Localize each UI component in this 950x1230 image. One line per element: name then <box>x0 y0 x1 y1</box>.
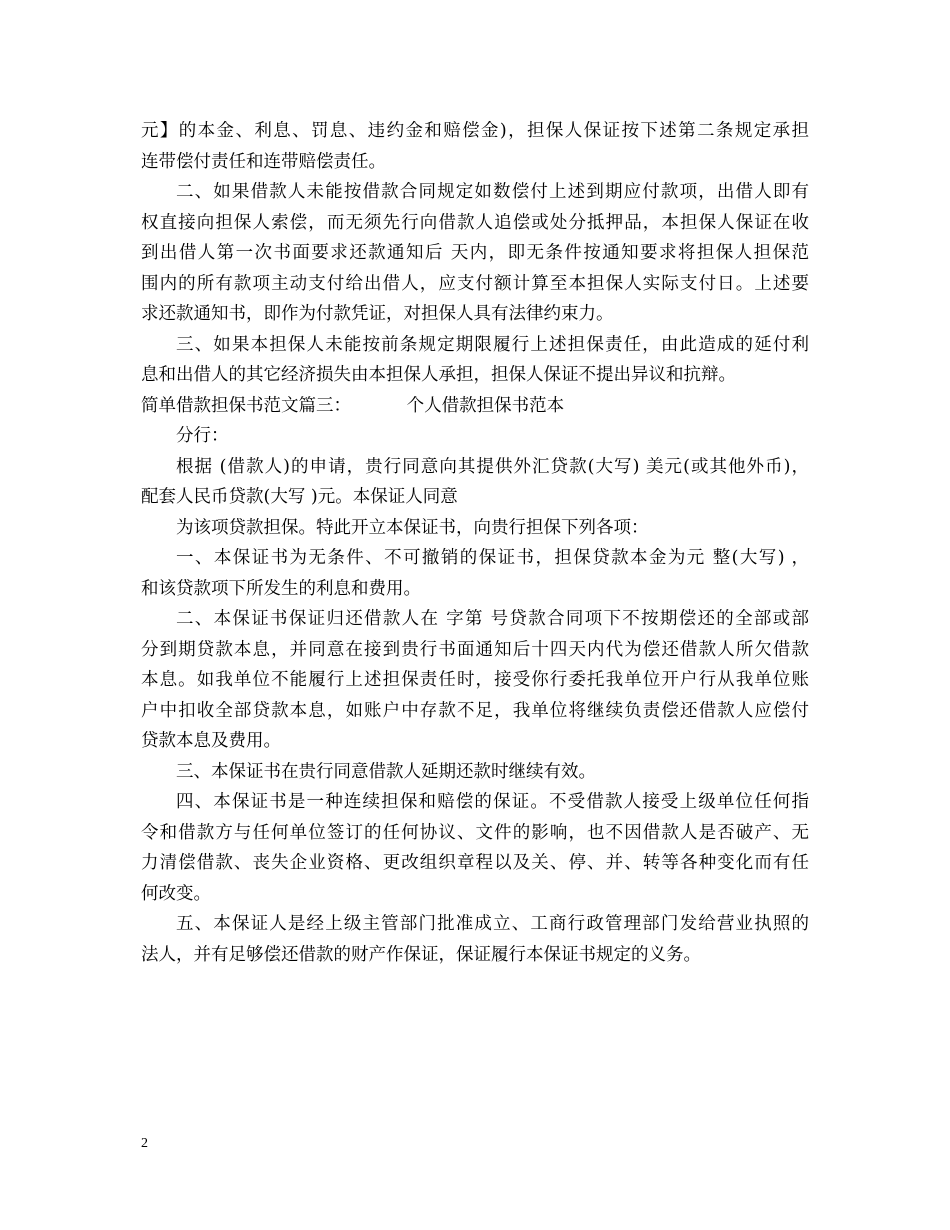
text-line: 息和出借人的其它经济损失由本担保人承担，担保人保证不提出异议和抗辩。 <box>141 365 736 385</box>
text-line: 分行： <box>176 426 229 446</box>
text-line: 户中扣收全部贷款本息，如账户中存款不足，我单位将继续负责偿还借款人应偿付 <box>141 700 809 721</box>
text-line: 权直接向担保人索偿，而无须先行向借款人追偿或处分抵押品，本担保人保证在收 <box>141 212 809 233</box>
text-line: 连带偿付责任和连带赔偿责任。 <box>141 151 386 172</box>
text-line: 配套人民币贷款(大写 )元。本保证人同意 <box>141 487 458 507</box>
page-number: 2 <box>141 1136 148 1151</box>
text-line: 令和借款方与任何单位签订的任何协议、文件的影响，也不因借款人是否破产、无 <box>141 822 809 843</box>
text-line: 五、本保证人是经上级主管部门批准成立、工商行政管理部门发给营业执照的 <box>176 914 809 934</box>
text-line: 本息。如我单位不能履行上述担保责任时，接受你行委托我单位开户行从我单位账 <box>141 670 809 690</box>
text-line: 元】的本金、利息、罚息、违约金和赔偿金)，担保人保证按下述第二条规定承担 <box>141 121 809 141</box>
text-line: 三、如果本担保人未能按前条规定期限履行上述担保责任，由此造成的延付利 <box>176 334 809 355</box>
text-line: 二、如果借款人未能按借款合同规定如数偿付上述到期应付款项，出借人即有 <box>176 182 809 202</box>
text-line: 围内的所有款项主动支付给出借人，应支付额计算至本担保人实际支付日。上述要 <box>141 273 809 294</box>
text-line: 四、本保证书是一种连续担保和赔偿的保证。不受借款人接受上级单位任何指 <box>176 792 809 812</box>
text-line: 根据 (借款人)的申请，贵行同意向其提供外汇贷款(大写) 美元(或其他外币)， <box>176 456 809 477</box>
text-line: 三、本保证书在贵行同意借款人延期还款时继续有效。 <box>176 761 596 782</box>
text-line: 到出借人第一次书面要求还款通知后 天内，即无条件按通知要求将担保人担保范 <box>141 243 809 263</box>
text-line: 分到期贷款本息，并同意在接到贵行书面通知后十四天内代为偿还借款人所欠借款 <box>141 639 809 660</box>
text-line: 为该项贷款担保。特此开立本保证书，向贵行担保下列各项： <box>176 517 649 538</box>
text-line: 贷款本息及费用。 <box>141 731 281 751</box>
section-heading: 简单借款担保书范文篇三： 个人借款担保书范本 <box>141 395 565 416</box>
text-line: 法人，并有足够偿还借款的财产作保证，保证履行本保证书规定的义务。 <box>141 944 701 965</box>
text-line: 和该贷款项下所发生的利息和费用。 <box>141 578 421 599</box>
text-line: 一、本保证书为无条件、不可撤销的保证书，担保贷款本金为元 整(大写) ， <box>176 548 809 568</box>
text-line: 二、本保证书保证归还借款人在 字第 号贷款合同项下不按期偿还的全部或部 <box>176 609 809 629</box>
text-line: 何改变。 <box>141 883 211 904</box>
text-line: 求还款通知书，即作为付款凭证，对担保人具有法律约束力。 <box>141 304 614 324</box>
text-line: 力清偿借款、丧失企业资格、更改组织章程以及关、停、并、转等各种变化而有任 <box>141 853 809 873</box>
document-body <box>141 116 809 970</box>
